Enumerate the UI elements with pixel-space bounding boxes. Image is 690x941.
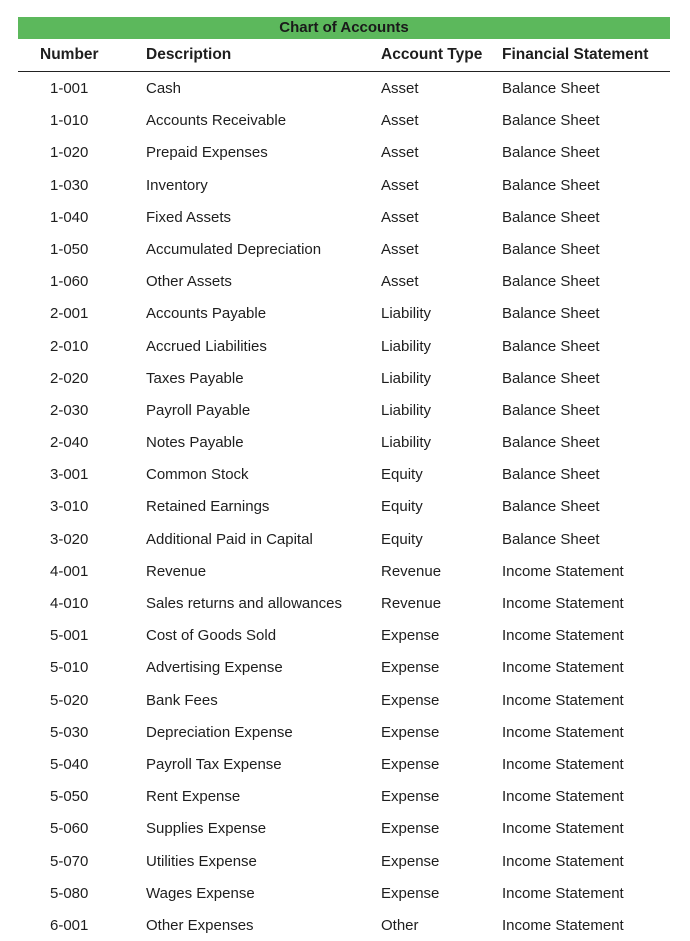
table-row <box>18 877 670 909</box>
cell-financial-statement: Income Statement <box>502 627 624 645</box>
cell-description: Common Stock <box>146 466 249 484</box>
cell-financial-statement: Balance Sheet <box>502 240 600 258</box>
cell-account-type: Asset <box>381 240 419 258</box>
chart-of-accounts-table <box>18 17 670 941</box>
cell-description: Cash <box>146 80 182 97</box>
cell-account-type: Asset <box>381 208 419 226</box>
cell-account-type: Equity <box>381 530 423 548</box>
cell-number: 5-080 <box>50 884 89 902</box>
cell-financial-statement: Balance Sheet <box>502 369 600 387</box>
cell-financial-statement: Balance Sheet <box>502 434 600 452</box>
table-row <box>18 233 670 265</box>
cell-financial-statement: Income Statement <box>502 820 624 838</box>
cell-number: 1-001 <box>50 80 89 97</box>
cell-number: 1-050 <box>50 240 89 258</box>
cell-number: 5-010 <box>50 659 89 677</box>
cell-number: 5-020 <box>50 691 89 709</box>
cell-description: Payroll Tax Expense <box>146 755 282 773</box>
cell-account-type: Expense <box>381 723 440 741</box>
cell-financial-statement: Balance Sheet <box>502 401 600 419</box>
header-description: Description <box>146 46 232 63</box>
cell-financial-statement: Income Statement <box>502 691 624 709</box>
cell-financial-statement: Balance Sheet <box>502 305 600 323</box>
cell-description: Payroll Payable <box>146 401 251 419</box>
cell-number: 5-001 <box>50 627 89 645</box>
cell-number: 2-020 <box>50 369 89 387</box>
cell-number: 1-010 <box>50 112 89 130</box>
cell-number: 3-001 <box>50 466 89 484</box>
cell-account-type: Expense <box>381 788 440 806</box>
table-row <box>18 909 670 941</box>
table-row <box>18 587 670 619</box>
cell-number: 1-020 <box>50 144 89 162</box>
cell-number: 6-001 <box>50 916 89 934</box>
cell-financial-statement: Income Statement <box>502 755 624 773</box>
table-row <box>18 136 670 168</box>
table-row <box>18 780 670 812</box>
header-number: Number <box>40 46 99 63</box>
table-row <box>18 394 670 426</box>
cell-account-type: Liability <box>381 337 432 355</box>
table-row <box>18 362 670 394</box>
cell-account-type: Other <box>381 916 419 934</box>
cell-account-type: Expense <box>381 691 440 709</box>
cell-financial-statement: Income Statement <box>502 884 624 902</box>
cell-number: 4-001 <box>50 562 89 580</box>
cell-number: 1-040 <box>50 208 89 226</box>
cell-financial-statement: Income Statement <box>502 562 624 580</box>
table-row <box>18 490 670 522</box>
cell-description: Other Assets <box>146 273 232 291</box>
cell-account-type: Expense <box>381 627 440 645</box>
table-row <box>18 330 670 362</box>
cell-description: Supplies Expense <box>146 820 267 838</box>
cell-financial-statement: Balance Sheet <box>502 466 600 484</box>
table-row <box>18 748 670 780</box>
table-row <box>18 523 670 555</box>
table-body <box>18 72 670 941</box>
header-financial-statement: Financial Statement <box>502 46 649 63</box>
cell-financial-statement: Balance Sheet <box>502 498 600 516</box>
table-row <box>18 458 670 490</box>
cell-number: 3-010 <box>50 498 89 516</box>
cell-account-type: Expense <box>381 884 440 902</box>
cell-number: 3-020 <box>50 530 89 548</box>
cell-account-type: Liability <box>381 369 432 387</box>
cell-account-type: Asset <box>381 144 419 162</box>
cell-description: Depreciation Expense <box>146 723 293 741</box>
table-row <box>18 72 670 104</box>
cell-description: Accumulated Depreciation <box>146 240 322 258</box>
cell-number: 5-060 <box>50 820 89 838</box>
cell-number: 5-040 <box>50 755 89 773</box>
cell-description: Additional Paid in Capital <box>146 530 313 548</box>
cell-description: Taxes Payable <box>146 369 244 387</box>
cell-account-type: Revenue <box>381 595 442 612</box>
cell-description: Revenue <box>146 562 207 580</box>
cell-number: 4-010 <box>50 595 89 612</box>
cell-financial-statement: Income Statement <box>502 852 624 870</box>
cell-number: 2-040 <box>50 434 89 452</box>
cell-description: Inventory <box>146 176 208 194</box>
header-account-type: Account Type <box>381 46 483 63</box>
table-row <box>18 201 670 233</box>
table-row <box>18 651 670 683</box>
cell-number: 2-030 <box>50 401 89 419</box>
cell-financial-statement: Balance Sheet <box>502 112 600 130</box>
cell-financial-statement: Income Statement <box>502 595 624 612</box>
cell-financial-statement: Income Statement <box>502 916 624 934</box>
cell-description: Accounts Payable <box>146 305 267 323</box>
table-row <box>18 104 670 136</box>
cell-account-type: Liability <box>381 401 432 419</box>
cell-description: Rent Expense <box>146 788 241 806</box>
cell-financial-statement: Balance Sheet <box>502 273 600 291</box>
table-title: Chart of Accounts <box>18 17 670 39</box>
cell-financial-statement: Income Statement <box>502 723 624 741</box>
table-row <box>18 716 670 748</box>
cell-financial-statement: Balance Sheet <box>502 208 600 226</box>
cell-description: Prepaid Expenses <box>146 144 268 162</box>
cell-financial-statement: Balance Sheet <box>502 337 600 355</box>
cell-number: 5-070 <box>50 852 89 870</box>
cell-description: Notes Payable <box>146 434 244 452</box>
table-row <box>18 169 670 201</box>
cell-number: 1-030 <box>50 176 89 194</box>
cell-description: Other Expenses <box>146 916 254 934</box>
cell-description: Fixed Assets <box>146 208 232 226</box>
cell-description: Retained Earnings <box>146 498 270 516</box>
table-row <box>18 555 670 587</box>
cell-account-type: Equity <box>381 498 423 516</box>
cell-description: Bank Fees <box>146 691 218 709</box>
cell-description: Accounts Receivable <box>146 112 287 130</box>
cell-financial-statement: Balance Sheet <box>502 144 600 162</box>
cell-description: Wages Expense <box>146 884 255 902</box>
cell-account-type: Asset <box>381 273 419 291</box>
header-row <box>18 39 670 72</box>
table-row <box>18 684 670 716</box>
cell-financial-statement: Balance Sheet <box>502 176 600 194</box>
cell-account-type: Liability <box>381 305 432 323</box>
cell-number: 5-050 <box>50 788 89 806</box>
cell-financial-statement: Income Statement <box>502 788 624 806</box>
cell-account-type: Expense <box>381 755 440 773</box>
table-row <box>18 297 670 329</box>
cell-number: 2-010 <box>50 337 89 355</box>
cell-account-type: Revenue <box>381 562 442 580</box>
cell-account-type: Equity <box>381 466 423 484</box>
cell-number: 5-030 <box>50 723 89 741</box>
table-row <box>18 265 670 297</box>
table-row <box>18 845 670 877</box>
cell-account-type: Expense <box>381 659 440 677</box>
cell-number: 2-001 <box>50 305 89 323</box>
cell-account-type: Expense <box>381 852 440 870</box>
cell-description: Sales returns and allowances <box>146 595 342 612</box>
cell-financial-statement: Income Statement <box>502 659 624 677</box>
cell-description: Utilities Expense <box>146 852 257 870</box>
cell-number: 1-060 <box>50 273 89 291</box>
cell-description: Advertising Expense <box>146 659 283 677</box>
cell-description: Cost of Goods Sold <box>146 627 277 645</box>
table-row <box>18 812 670 844</box>
cell-account-type: Expense <box>381 820 440 838</box>
cell-description: Accrued Liabilities <box>146 337 267 355</box>
cell-financial-statement: Balance Sheet <box>502 80 600 97</box>
cell-account-type: Asset <box>381 112 419 130</box>
cell-account-type: Liability <box>381 434 432 452</box>
table-row <box>18 426 670 458</box>
table-row <box>18 619 670 651</box>
cell-financial-statement: Balance Sheet <box>502 530 600 548</box>
cell-account-type: Asset <box>381 176 419 194</box>
cell-account-type: Asset <box>381 80 419 97</box>
